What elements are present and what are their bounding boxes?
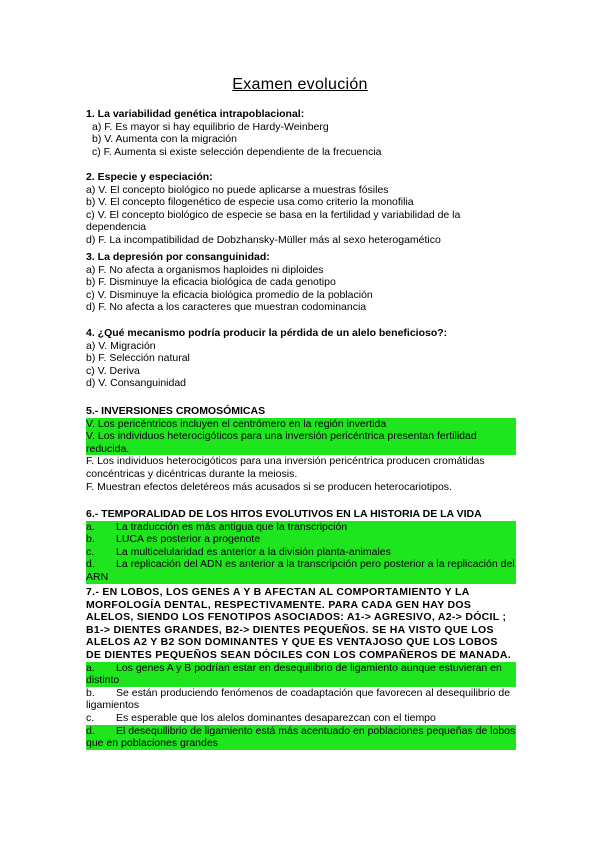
question-7-option-a: [86, 662, 516, 687]
question-3-option-a: a) F. No afecta a organismos haploides ni diploides: [86, 263, 324, 276]
document-title: Examen evolución: [232, 76, 368, 93]
question-7-option-d: [86, 725, 516, 750]
question-6-option-a-letter: a.: [86, 520, 95, 533]
question-6-option-b-text: LUCA es posterior a progenote: [116, 533, 261, 546]
question-6-option-b-letter: b.: [86, 533, 95, 546]
question-5-option-2: V. Los individuos heterocigóticos para una inversión pericéntrica presentan fertilidad reducida.: [86, 430, 516, 455]
question-7-option-a-letter: a.: [86, 661, 95, 674]
question-1-option-c: c) F. Aumenta si existe selección dependiente de la frecuencia: [92, 145, 382, 158]
question-7-option-d-letter: d.: [86, 724, 95, 737]
question-5-option-3: F. Los individuos heterocigóticos para una inversión pericéntrica producen cromátidas concéntricas y dicéntricas durante la meiosis.: [86, 455, 485, 480]
question-4-option-d: d) V. Consanguinidad: [86, 377, 187, 390]
question-6-option-d-text: La replicación del ADN es anterior a la transcripción pero posterior a la replicación del ARN: [86, 558, 515, 583]
question-6-option-b: [86, 533, 516, 546]
question-6-option-a: [86, 521, 516, 534]
question-7-option-c: [86, 712, 516, 725]
question-5-option-1: V. Los pericéntricos incluyen el centrómero en la región invertida: [86, 418, 516, 431]
question-5-option-4: F. Muestran efectos deletéreos más acusados si se producen heterocariotipos.: [86, 480, 452, 493]
question-1-option-a: a) F. Es mayor si hay equilibrio de Hardy-Weinberg: [92, 120, 329, 133]
question-3-heading: 3. La depresión por consanguinidad:: [86, 251, 270, 263]
question-5-heading: 5.- INVERSIONES CROMOSÓMICAS: [86, 405, 266, 417]
question-7-heading: 7.- EN LOBOS, LOS GENES A Y B AFECTAN AL COMPORTAMIENTO Y LA MORFOLOGÍA DENTAL, RESPECTIVAMENTE. PARA CADA GEN HAY DOS ALELOS, SIENDO LOS FENOTIPOS ASOCIADOS: A1-> AGRESIVO, A2-> DÓCIL ; B1-> DIENTES GRANDES, B2-> DIENTES PEQUEÑOS. SE HA VISTO QUE LOS ALELOS A2 Y B2 SON DOMINANTES Y QUE ES VENTAJOSO QUE LOS LOBOS DE DIENTES PEQUEÑOS SEAN DÓCILES CON LOS COMPAÑEROS DE MANADA.: [86, 586, 512, 661]
question-5: [86, 405, 516, 493]
question-3-option-d: d) F. No afecta a los caracteres que muestran codominancia: [86, 301, 367, 314]
question-4-option-a: a) V. Migración: [86, 339, 156, 352]
question-6-option-a-text: La traducción es más antigua que la transcripción: [116, 520, 348, 533]
question-1: [86, 108, 516, 158]
question-6-heading: 6.- TEMPORALIDAD DE LOS HITOS EVOLUTIVOS EN LA HISTORIA DE LA VIDA: [86, 508, 482, 520]
question-6-option-c: [86, 546, 516, 559]
question-6-option-c-text: La multicelularidad es anterior a la división planta-animales: [116, 545, 391, 558]
question-4-option-c: c) V. Deriva: [86, 364, 140, 377]
question-1-heading: 1. La variabilidad genética intrapoblacional:: [86, 108, 305, 120]
question-7-option-b: [86, 687, 516, 712]
question-4-heading: 4. ¿Qué mecanismo podría producir la pérdida de un alelo beneficioso?:: [86, 327, 448, 339]
question-6-option-d: [86, 558, 516, 583]
question-6-option-d-letter: d.: [86, 558, 95, 571]
question-2-heading: 2. Especie y especiación:: [86, 171, 213, 183]
question-3-option-c: c) V. Disminuye la eficacia biológica promedio de la población: [86, 288, 373, 301]
question-7-option-b-letter: b.: [86, 686, 95, 699]
question-2-option-a: a) V. El concepto biológico no puede aplicarse a muestras fósiles: [86, 183, 389, 196]
question-7-option-b-text: Se están produciendo fenómenos de coadaptación que favorecen al desequilibrio de ligamientos: [86, 686, 511, 712]
question-7-option-a-text: Los genes A y B podrían estar en desequilibrio de ligamiento aunque estuvieran en distinto: [86, 661, 502, 687]
question-6-option-c-letter: c.: [86, 545, 95, 558]
question-2-option-c: c) V. El concepto biológico de especie se basa en la fertilidad y variabilidad de la dependencia: [86, 208, 461, 234]
question-7-option-d-text: El desequilibrio de ligamiento está más acentuado en poblaciones pequeñas de lobos que en poblaciones grandes: [86, 724, 516, 750]
question-2-option-d: d) F. La incompatibilidad de Dobzhansky-Müller más al sexo heterogamético: [86, 233, 441, 246]
question-7-option-c-text: Es esperable que los alelos dominantes desaparezcan con el tiempo: [116, 711, 436, 724]
question-7: [86, 586, 516, 750]
question-4: [86, 327, 516, 390]
question-7-option-c-letter: c.: [86, 711, 95, 724]
question-3: [86, 251, 516, 314]
question-3-option-b: b) F. Disminuye la eficacia biológica de cada genotipo: [86, 276, 336, 289]
question-6: [86, 508, 516, 584]
question-4-option-b: b) F. Selección natural: [86, 352, 190, 365]
question-2-option-b: b) V. El concepto filogenético de especie usa como criterio la monofilia: [86, 196, 414, 209]
question-1-option-b: b) V. Aumenta con la migración: [92, 133, 237, 146]
question-2: [86, 171, 516, 247]
